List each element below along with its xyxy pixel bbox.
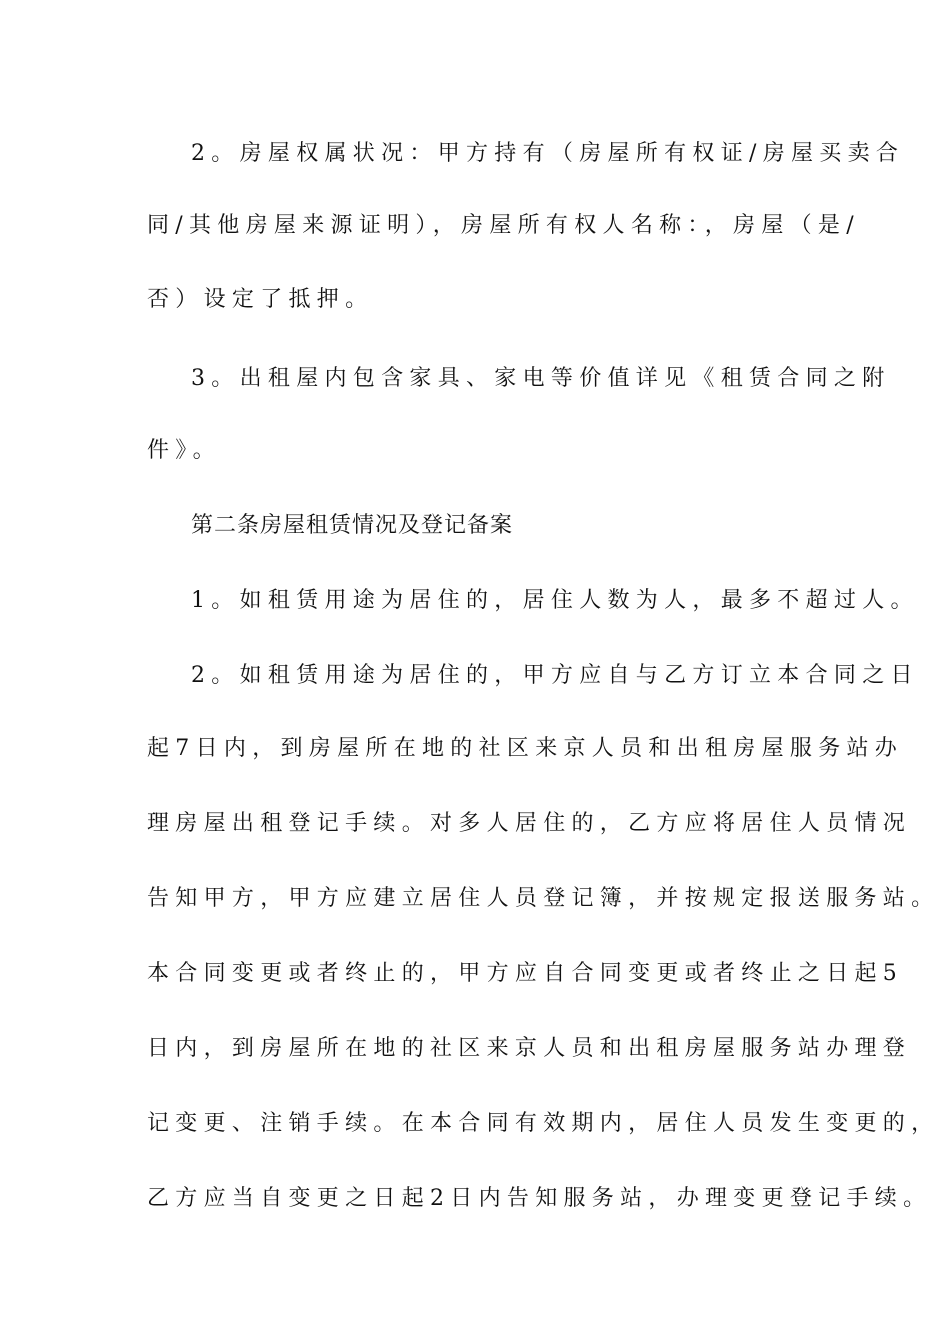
paragraph-line: 2。如租赁用途为居住的，甲方应自与乙方订立本合同之日 [191,663,919,688]
paragraph-line: 起7日内，到房屋所在地的社区来京人员和出租房屋服务站办 [147,736,904,761]
paragraph-line: 件》。 [147,438,221,463]
paragraph-line: 理房屋出租登记手续。对多人居住的，乙方应将居住人员情况 [147,811,912,836]
paragraph-line: 日内，到房屋所在地的社区来京人员和出租房屋服务站办理登 [147,1036,912,1061]
paragraph-line: 1。如租赁用途为居住的，居住人数为人，最多不超过人。 [191,588,919,613]
paragraph-line: 同/其他房屋来源证明），房屋所有权人名称：，房屋（是/ [147,213,860,238]
paragraph-line: 告知甲方，甲方应建立居住人员登记簿，并按规定报送服务站。 [147,886,940,911]
section-heading: 第二条房屋租赁情况及登记备案 [191,513,514,538]
paragraph-line: 记变更、注销手续。在本合同有效期内，居住人员发生变更的， [147,1111,940,1136]
paragraph-line: 乙方应当自变更之日起2日内告知服务站，办理变更登记手续。 [147,1186,932,1211]
paragraph-line: 3。出租屋内包含家具、家电等价值详见《租赁合同之附 [191,366,891,391]
paragraph-line: 2。房屋权属状况：甲方持有（房屋所有权证/房屋买卖合 [191,141,905,166]
paragraph-line: 否）设定了抵押。 [147,287,374,312]
paragraph-line: 本合同变更或者终止的，甲方应自合同变更或者终止之日起5 [147,961,904,986]
